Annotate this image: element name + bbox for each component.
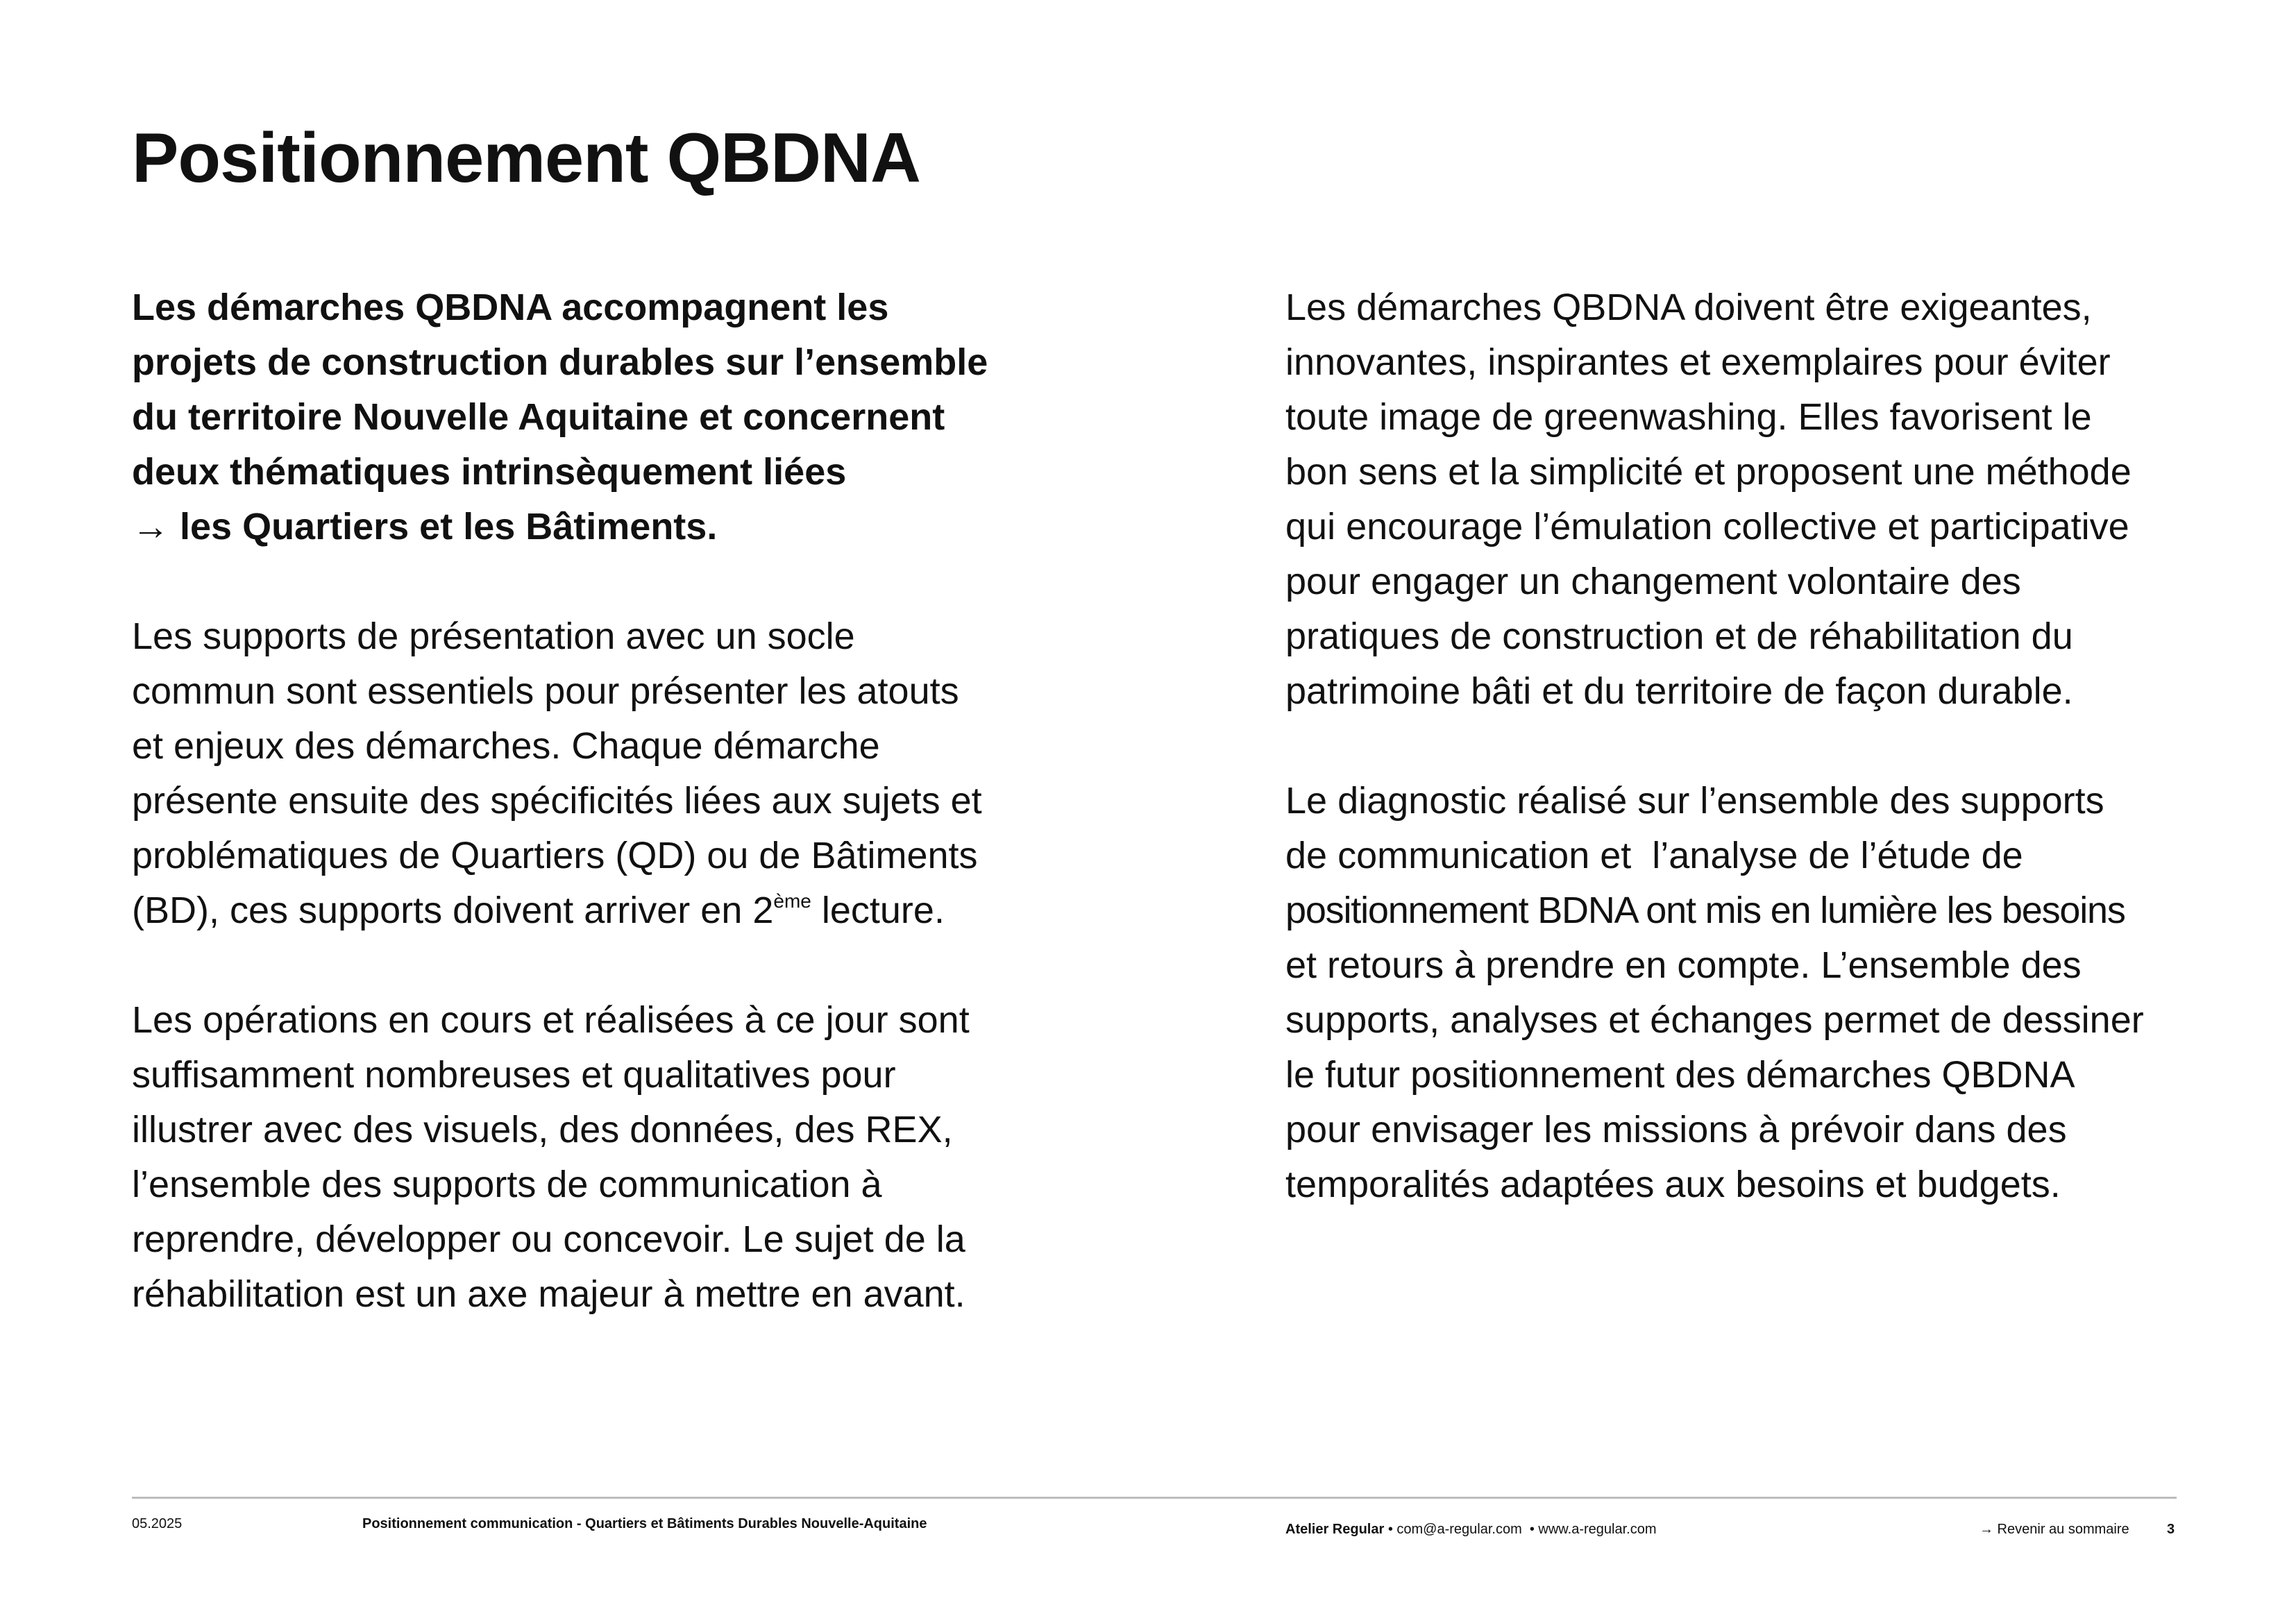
back-to-summary-link[interactable]: → Revenir au sommaire xyxy=(1980,1522,2129,1537)
text-line: illustrer avec des visuels, des données, des REX, xyxy=(132,1109,953,1150)
text-line: et retours à prendre en compte. L’ensemble des xyxy=(1285,944,2082,986)
text-line: le futur positionnement des démarches QBDNA xyxy=(1285,1054,2075,1096)
text-line: commun sont essentiels pour présenter les atouts xyxy=(132,670,959,712)
superscript: ème xyxy=(773,890,811,912)
text-line: innovantes, inspirantes et exemplaires pour éviter xyxy=(1285,341,2111,383)
right-column xyxy=(1285,280,2188,1267)
text-line: → les Quartiers et les Bâtiments. xyxy=(132,506,718,547)
text-line: toute image de greenwashing. Elles favorisent le xyxy=(1285,396,2092,438)
left-column xyxy=(132,280,1048,1377)
text-fragment: (BD), ces supports doivent arriver en 2 xyxy=(132,890,774,931)
text-line: Les démarches QBDNA doivent être exigeantes, xyxy=(1285,287,2092,328)
text-line: présente ensuite des spécificités liées aux sujets et xyxy=(132,780,982,822)
text-line: Les opérations en cours et réalisées à ce jour sont xyxy=(132,999,970,1041)
text-line: problématiques de Quartiers (QD) ou de Bâtiments xyxy=(132,835,978,876)
text-line: réhabilitation est un axe majeur à mettre en avant. xyxy=(132,1273,965,1315)
text-line: suffisamment nombreuses et qualitatives pour xyxy=(132,1054,896,1096)
requirements-paragraph xyxy=(1285,280,2188,719)
text-line: Les démarches QBDNA accompagnent les xyxy=(132,287,889,328)
text-line: patrimoine bâti et du territoire de façon durable. xyxy=(1285,670,2073,712)
lead-paragraph xyxy=(132,280,1048,554)
studio-name: Atelier Regular xyxy=(1285,1522,1385,1537)
operations-paragraph xyxy=(132,993,1048,1322)
footer-document-title: Positionnement communication - Quartiers et Bâtiments Durables Nouvelle-Aquitaine xyxy=(362,1516,927,1531)
text-line: projets de construction durables sur l’ensemble xyxy=(132,341,988,383)
page-title: Positionnement QBDNA xyxy=(132,119,920,197)
page-number: 3 xyxy=(2167,1522,2175,1537)
text-fragment: lecture. xyxy=(811,890,945,931)
text-line: supports, analyses et échanges permet de dessiner xyxy=(1285,999,2144,1041)
text-line: de communication et l’analyse de l’étude de xyxy=(1285,835,2023,876)
text-line: pour envisager les missions à prévoir dans des xyxy=(1285,1109,2067,1150)
text-line: qui encourage l’émulation collective et participative xyxy=(1285,506,2129,547)
text-line: du territoire Nouvelle Aquitaine et concernent xyxy=(132,396,945,438)
supports-paragraph xyxy=(132,609,1048,938)
text-line: pratiques de construction et de réhabilitation du xyxy=(1285,615,2073,657)
text-line: bon sens et la simplicité et proposent une méthode xyxy=(1285,451,2132,493)
footer-divider xyxy=(132,1497,2177,1499)
text-line: l’ensemble des supports de communication à xyxy=(132,1164,882,1205)
text-line: reprendre, développer ou concevoir. Le sujet de la xyxy=(132,1218,965,1260)
text-line: Le diagnostic réalisé sur l’ensemble des supports xyxy=(1285,780,2104,822)
footer-date: 05.2025 xyxy=(132,1516,183,1531)
studio-contact: • com@a-regular.com • www.a-regular.com xyxy=(1384,1522,1657,1537)
text-line: temporalités adaptées aux besoins et budgets. xyxy=(1285,1164,2061,1205)
footer-studio xyxy=(1285,1521,1656,1538)
text-line: deux thématiques intrinsèquement liées xyxy=(132,451,847,493)
diagnostic-paragraph xyxy=(1285,774,2188,1212)
text-line: et enjeux des démarches. Chaque démarche xyxy=(132,725,880,767)
text-line-with-superscript xyxy=(132,883,1048,938)
text-line: positionnement BDNA ont mis en lumière les besoins xyxy=(1285,890,2125,931)
text-line: pour engager un changement volontaire des xyxy=(1285,561,2021,602)
text-line: Les supports de présentation avec un socle xyxy=(132,615,855,657)
